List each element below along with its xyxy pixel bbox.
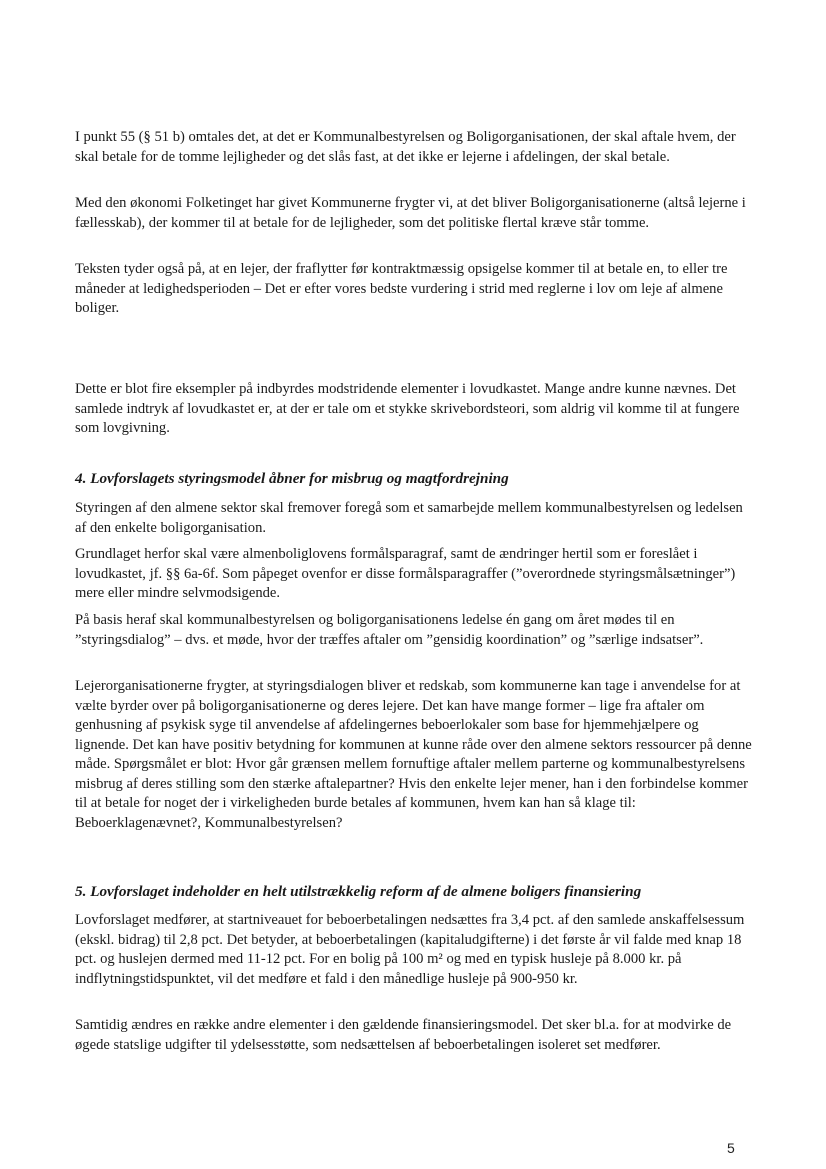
paragraph: I punkt 55 (§ 51 b) omtales det, at det er Kommunalbestyrelsen og Boligorganisationen, der skal aftale hvem, der skal betale for de tomme lejligheder og det slås fast, at det ikke er lejerne i afdelingen, der skal betale.: [75, 129, 736, 165]
paragraph: Lovforslaget medfører, at startniveauet for beboerbetalingen nedsættes fra 3,4 pct. af den samlede anskaffelsessum (ekskl. bidrag) til 2,8 pct. Det betyder, at beboerbetalingen (kapitaludgifterne) i det første år vil falde med knap 18 pct. og huslejen dermed med 11-12 pct. For en bolig på 100 m² og med en typisk husleje på 8.000 kr. på indflytningstidspunktet, vil det medføre et fald i den månedlige husleje på 900-950 kr.: [75, 912, 745, 987]
section-heading: 4. Lovforslagets styringsmodel åbner for misbrug og magtfordrejning: [75, 470, 509, 487]
paragraph: Med den økonomi Folketinget har givet Kommunerne frygter vi, at det bliver Boligorganisationerne (altså lejerne i fællesskab), der kommer til at betale for de lejligheder, som det politiske flertal kræve står tomme.: [75, 195, 746, 231]
page-number: 5: [727, 1140, 735, 1156]
paragraph: Styringen af den almene sektor skal fremover foregå som et samarbejde mellem kommunalbestyrelsen og ledelsen af den enkelte boligorganisation.: [75, 500, 743, 536]
paragraph: Lejerorganisationerne frygter, at styringsdialogen bliver et redskab, som kommunerne kan tage i anvendelse for at vælte byrder over på boligorganisationerne og deres lejere. Det kan have mange former – lige fra aftaler om genhusning af psykisk syge til anvendelse af afdelingernes beboerlokaler som base for hjemmehjælpere og lignende. Det kan have positiv betydning for kommunen at kunne råde over den almene sektors ressourcer på denne måde. Spørgsmålet er blot: Hvor går grænsen mellem fornuftige aftaler mellem parterne og kommunalbestyrelsens misbrug af deres stilling som den stærke aftalepartner? Hvis den enkelte lejer mener, han i den forbindelse kommer til at betale for noget der i virkeligheden burde betales af kommunen, hvem kan han så klage til: Beboerklagenævnet?, Kommunalbestyrelsen?: [75, 678, 752, 831]
paragraph: Grundlaget herfor skal være almenboliglovens formålsparagraf, samt de ændringer hertil som er foreslået i lovudkastet, jf. §§ 6a-6f. Som påpeget ovenfor er disse formålsparagraffer (”overordnede styringsmålsætninger”) mere eller mindre selvmodsigende.: [75, 546, 736, 601]
section-heading: 5. Lovforslaget indeholder en helt utilstrækkelig reform af de almene boligers finansiering: [75, 883, 642, 900]
paragraph: Samtidig ændres en række andre elementer i den gældende finansieringsmodel. Det sker bl.a. for at modvirke de øgede statslige udgifter til ydelsesstøtte, som nedsættelsen af beboerbetalingen isoleret set medfører.: [75, 1017, 732, 1053]
paragraph: Teksten tyder også på, at en lejer, der fraflytter før kontraktmæssig opsigelse kommer til at betale en, to eller tre måneder at ledighedsperioden – Det er efter vores bedste vurdering i strid med reglerne i lov om leje af almene boliger.: [75, 261, 728, 316]
paragraph: Dette er blot fire eksempler på indbyrdes modstridende elementer i lovudkastet. Mange andre kunne nævnes. Det samlede indtryk af lovudkastet er, at der er tale om et stykke skrivebordsteori, som aldrig vil komme til at fungere som lovgivning.: [75, 381, 740, 436]
paragraph: På basis heraf skal kommunalbestyrelsen og boligorganisationens ledelse én gang om året mødes til en ”styringsdialog” – dvs. et møde, hvor der træffes aftaler om ”gensidig koordination” og ”særlige indsatser”.: [75, 612, 704, 648]
